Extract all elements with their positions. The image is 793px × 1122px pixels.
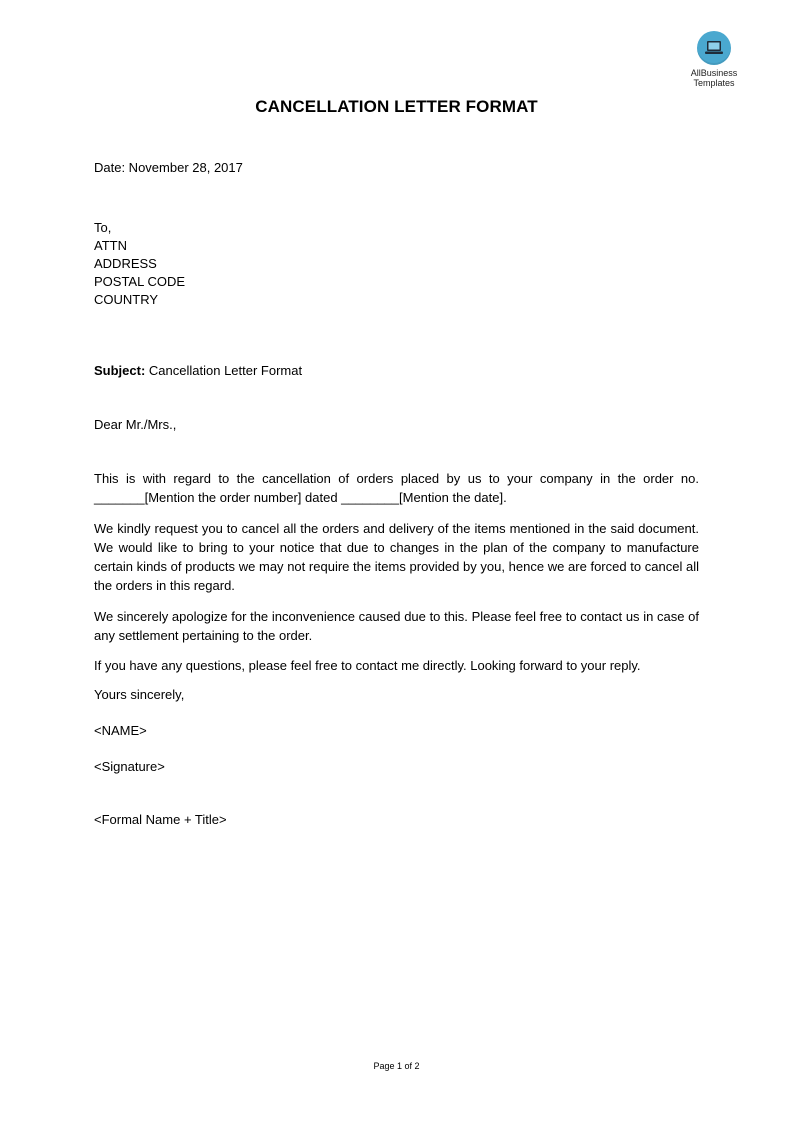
logo-text-line1: AllBusiness: [690, 68, 738, 78]
signature-placeholder: <Signature>: [94, 759, 165, 774]
paragraph-questions: If you have any questions, please feel free to contact me directly. Looking forward to your reply.: [94, 658, 641, 673]
page-number: Page 1 of 2: [373, 1061, 420, 1071]
paragraph-cancel-request: We kindly request you to cancel all the orders and delivery of the items mentioned in the said document. We would like to bring to your notice that due to changes in the plan of the company to manufacture certain kinds of products we may not require the items provided by you, hence we are forced to cancel all the orders in this regard.: [94, 521, 699, 593]
date-line: Date: November 28, 2017: [94, 160, 243, 175]
recipient-attn: ATTN: [94, 238, 127, 253]
document-title: CANCELLATION LETTER FORMAT: [255, 97, 538, 116]
paragraph-order-reference: This is with regard to the cancellation of orders placed by us to your company in the order no. _______[Mention the order number] dated ________[Mention the date].: [94, 471, 699, 505]
paragraph-apology: We sincerely apologize for the inconvenience caused due to this. Please feel free to contact us in case of any settlement pertaining to the order.: [94, 609, 699, 643]
closing: Yours sincerely,: [94, 687, 185, 702]
salutation: Dear Mr./Mrs.,: [94, 417, 177, 432]
subject-label: Subject:: [94, 363, 146, 378]
company-logo: [678, 31, 750, 88]
formal-name-placeholder: <Formal Name + Title>: [94, 812, 227, 827]
recipient-address: ADDRESS: [94, 256, 157, 271]
name-placeholder: <NAME>: [94, 723, 147, 738]
recipient-postal-code: POSTAL CODE: [94, 274, 186, 289]
recipient-to: To,: [94, 220, 112, 235]
logo-text-line2: Templates: [693, 78, 735, 88]
subject-line: [94, 362, 302, 380]
recipient-block: [94, 219, 185, 309]
laptop-icon: [697, 31, 731, 65]
subject-text: Cancellation Letter Format: [145, 363, 303, 378]
recipient-country: COUNTRY: [94, 292, 159, 307]
